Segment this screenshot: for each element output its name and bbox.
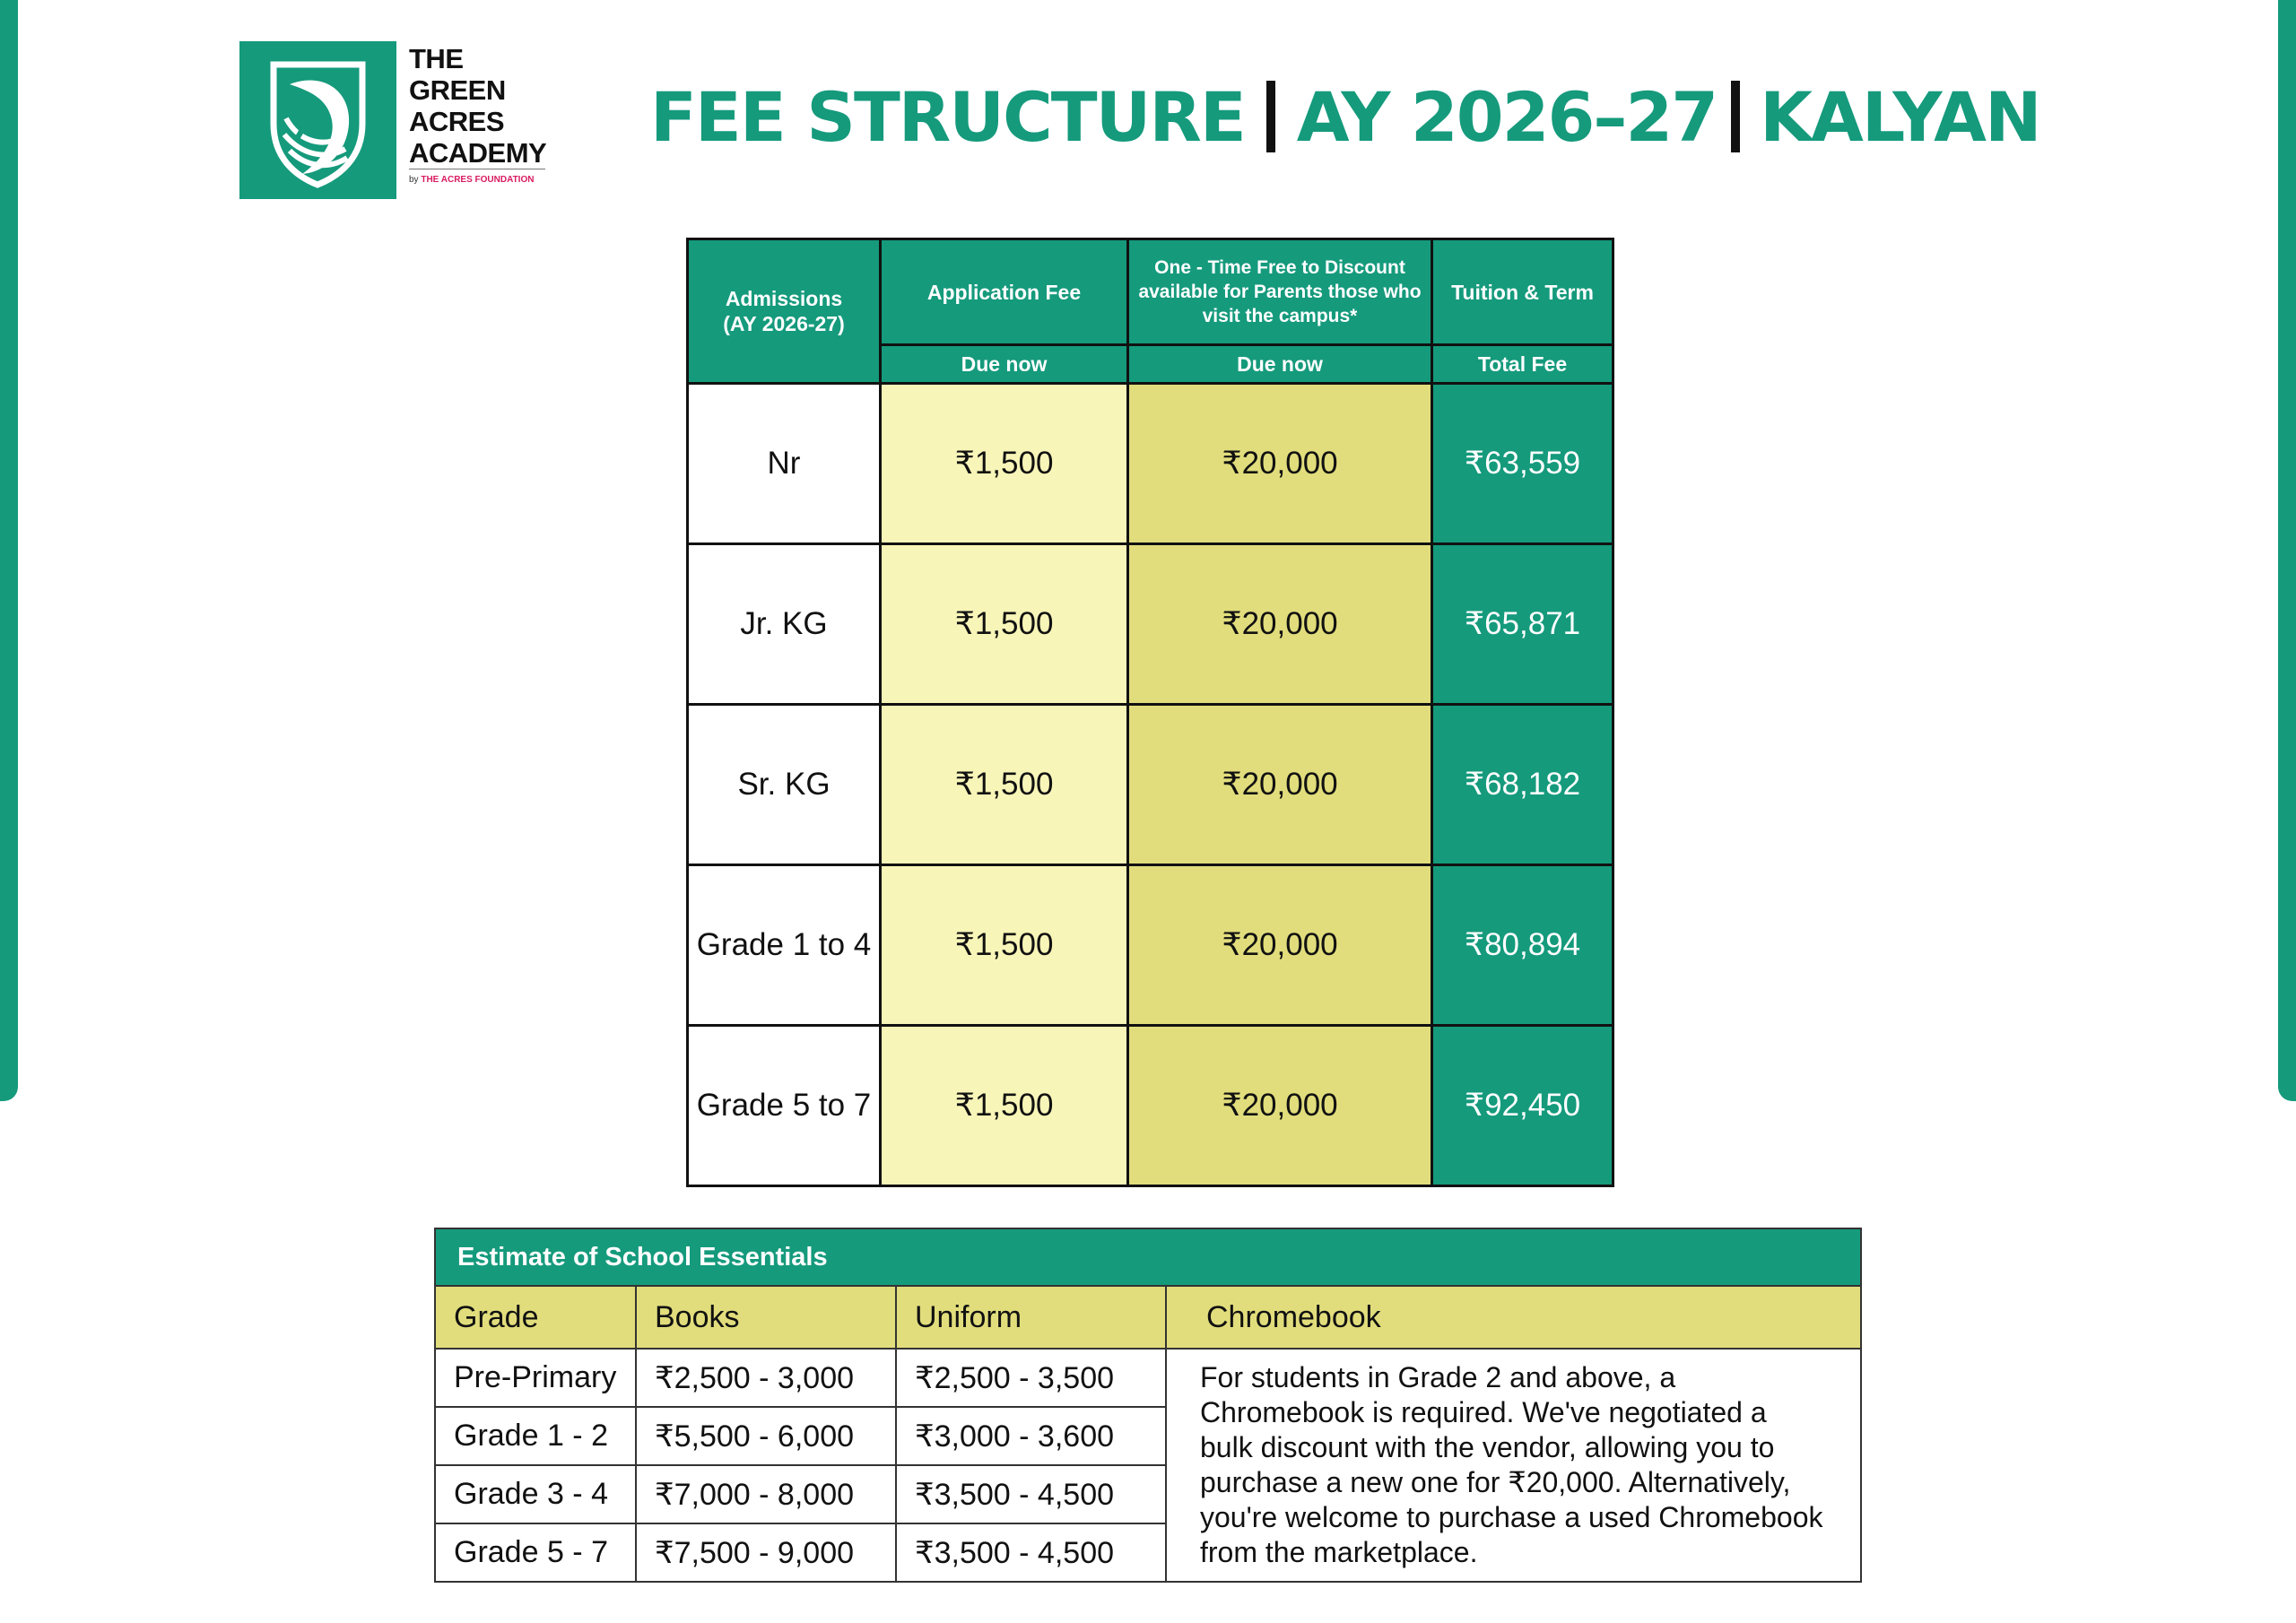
application-fee-cell: ₹1,500 bbox=[881, 865, 1128, 1026]
uniform-cell: ₹3,500 - 4,500 bbox=[896, 1465, 1166, 1523]
chromebook-note: For students in Grade 2 and above, a Chromebook is required. We've negotiated a bulk discount with the vendor, allowing you to purchase a new one for ₹20,000. Alternatively, you're welcome to purchase a used Chromebook from the marketplace. bbox=[1166, 1349, 1861, 1582]
school-logo bbox=[239, 41, 396, 199]
col-chromebook: Chromebook bbox=[1166, 1286, 1861, 1349]
fee-structure-table bbox=[686, 238, 1614, 1187]
subheader-application: Due now bbox=[881, 345, 1128, 384]
title-divider bbox=[1266, 81, 1275, 152]
page-title bbox=[650, 74, 2040, 160]
col-grade: Grade bbox=[435, 1286, 636, 1349]
total-fee-cell: ₹63,559 bbox=[1432, 384, 1613, 544]
school-essentials-table bbox=[434, 1228, 1862, 1583]
grade-cell: Grade 5 - 7 bbox=[435, 1523, 636, 1582]
grade-cell: Jr. KG bbox=[688, 544, 881, 705]
title-academic-year: AY 2026–27 bbox=[1296, 76, 1718, 157]
discount-cell: ₹20,000 bbox=[1128, 865, 1432, 1026]
col-books: Books bbox=[636, 1286, 896, 1349]
header-discount: One - Time Free to Discount available for Parents those who visit the campus* bbox=[1128, 239, 1432, 345]
books-cell: ₹7,500 - 9,000 bbox=[636, 1523, 896, 1582]
grade-cell: Sr. KG bbox=[688, 705, 881, 865]
grade-cell: Grade 3 - 4 bbox=[435, 1465, 636, 1523]
application-fee-cell: ₹1,500 bbox=[881, 705, 1128, 865]
discount-cell: ₹20,000 bbox=[1128, 1026, 1432, 1186]
books-cell: ₹7,000 - 8,000 bbox=[636, 1465, 896, 1523]
title-campus: KALYAN bbox=[1760, 76, 2040, 157]
total-fee-cell: ₹80,894 bbox=[1432, 865, 1613, 1026]
uniform-cell: ₹3,500 - 4,500 bbox=[896, 1523, 1166, 1582]
application-fee-cell: ₹1,500 bbox=[881, 544, 1128, 705]
total-fee-cell: ₹68,182 bbox=[1432, 705, 1613, 865]
grade-cell: Pre-Primary bbox=[435, 1349, 636, 1407]
books-cell: ₹5,500 - 6,000 bbox=[636, 1407, 896, 1465]
shield-crest-icon bbox=[239, 41, 396, 199]
total-fee-cell: ₹65,871 bbox=[1432, 544, 1613, 705]
essentials-header-row bbox=[435, 1286, 1861, 1349]
grade-cell: Grade 5 to 7 bbox=[688, 1026, 881, 1186]
header-admissions: Admissions (AY 2026-27) bbox=[688, 239, 881, 384]
left-edge-bar bbox=[0, 0, 18, 1101]
grade-cell: Grade 1 to 4 bbox=[688, 865, 881, 1026]
discount-cell: ₹20,000 bbox=[1128, 544, 1432, 705]
title-divider bbox=[1731, 81, 1740, 152]
table-row bbox=[688, 544, 1613, 705]
application-fee-cell: ₹1,500 bbox=[881, 384, 1128, 544]
table-row bbox=[688, 384, 1613, 544]
grade-cell: Nr bbox=[688, 384, 881, 544]
grade-cell: Grade 1 - 2 bbox=[435, 1407, 636, 1465]
title-fee-structure: FEE STRUCTURE bbox=[650, 76, 1245, 157]
subheader-discount: Due now bbox=[1128, 345, 1432, 384]
discount-cell: ₹20,000 bbox=[1128, 705, 1432, 865]
uniform-cell: ₹3,000 - 3,600 bbox=[896, 1407, 1166, 1465]
col-uniform: Uniform bbox=[896, 1286, 1166, 1349]
right-edge-bar bbox=[2278, 0, 2296, 1101]
table-row bbox=[435, 1349, 1861, 1407]
essentials-title: Estimate of School Essentials bbox=[435, 1228, 1861, 1286]
brand-foundation: by THE ACRES FOUNDATION bbox=[409, 169, 545, 185]
uniform-cell: ₹2,500 - 3,500 bbox=[896, 1349, 1166, 1407]
essentials-title-row bbox=[435, 1228, 1861, 1286]
brand-name: THE GREEN ACRES ACADEMY bbox=[409, 43, 547, 169]
header-tuition: Tuition & Term bbox=[1432, 239, 1613, 345]
table-row bbox=[688, 865, 1613, 1026]
table-row bbox=[688, 1026, 1613, 1186]
discount-cell: ₹20,000 bbox=[1128, 384, 1432, 544]
fee-header-row bbox=[688, 239, 1613, 345]
header-application-fee: Application Fee bbox=[881, 239, 1128, 345]
table-row bbox=[688, 705, 1613, 865]
subheader-total: Total Fee bbox=[1432, 345, 1613, 384]
books-cell: ₹2,500 - 3,000 bbox=[636, 1349, 896, 1407]
total-fee-cell: ₹92,450 bbox=[1432, 1026, 1613, 1186]
application-fee-cell: ₹1,500 bbox=[881, 1026, 1128, 1186]
